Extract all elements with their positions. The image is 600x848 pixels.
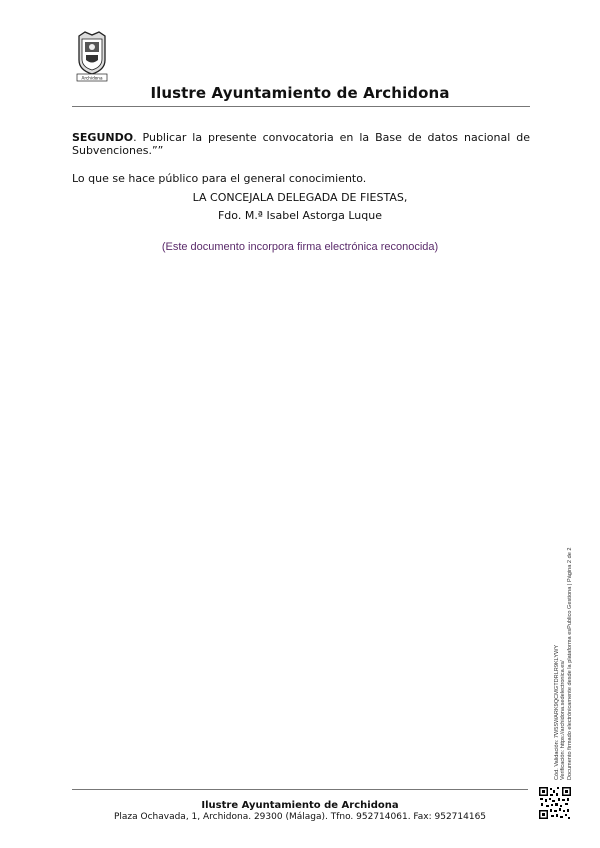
- footer-title: Ilustre Ayuntamiento de Archidona: [201, 800, 399, 811]
- verification-url[interactable]: Verificación: https://archidona.sedelectronica.es/: [560, 660, 567, 780]
- segundo-paragraph: [72, 131, 530, 157]
- page-title: Ilustre Ayuntamiento de Archidona: [150, 84, 450, 102]
- footer-address: Plaza Ochavada, 1, Archidona. 29300 (Málaga). Tfno. 952714061. Fax: 952714165: [113, 812, 487, 822]
- signature-platform-note: Documento firmado electrónicamente desde la plataforma esPublico Gestiona | Página 2 de 2: [566, 547, 573, 780]
- signer-role: LA CONCEJALA DELEGADA DE FIESTAS,: [192, 191, 408, 204]
- segundo-label: SEGUNDO: [72, 131, 134, 144]
- signer-name: Fdo. M.ª Isabel Astorga Luque: [217, 209, 382, 222]
- validation-stamp: [554, 548, 573, 781]
- header-divider: [72, 106, 530, 107]
- crest-caption: Archidona: [81, 75, 103, 81]
- notice-text: Lo que se hace público para el general conocimiento.: [72, 172, 367, 185]
- qr-code-icon[interactable]: [538, 786, 572, 820]
- segundo-text: . Publicar la presente convocatoria en la Base de datos nacional de Subvenciones.””: [72, 131, 530, 157]
- e-signature-note: (Este documento incorpora firma electrónica reconocida): [161, 241, 439, 253]
- coat-of-arms-logo: [75, 30, 109, 82]
- footer-divider: [72, 789, 528, 790]
- validation-code: Cód. Validación: 7W5SWARK9QCMGTDRLR9KLYWY: [554, 644, 560, 780]
